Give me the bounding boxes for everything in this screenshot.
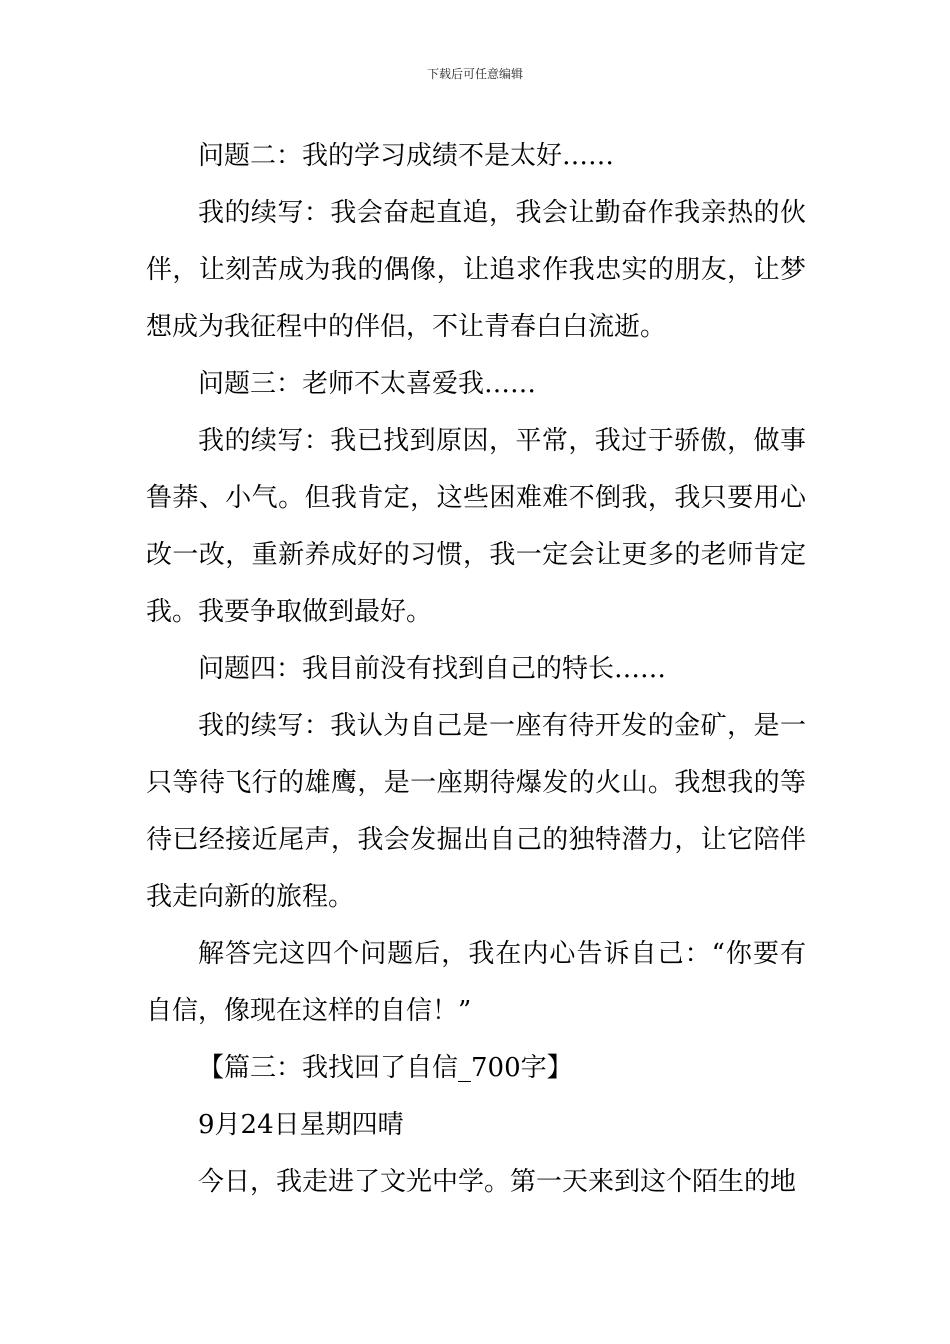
- paragraph-question-four: 问题四：我目前没有找到自己的特长……: [198, 654, 667, 684]
- body-text: [146, 128, 806, 1211]
- paragraph-question-two: 问题二：我的学习成绩不是太好……: [198, 141, 615, 171]
- paragraph-diary-start: 今日，我走进了文光中学。第一天来到这个陌生的地: [198, 1167, 797, 1197]
- paragraph-answer-three: 我的续写：我已找到原因，平常，我过于骄傲，做事鲁莽、小气。但我肯定，这些困难难不倒我，我只要用心改一改，重新养成好的习惯，我一定会让更多的老师肯定我。我要争取做到最好。: [146, 426, 806, 627]
- diary-date: 9月24日星期四晴: [198, 1110, 404, 1140]
- paragraph-answer-two: 我的续写：我会奋起直追，我会让勤奋作我亲热的伙伴，让刻苦成为我的偶像，让追求作我忠实的朋友，让梦想成为我征程中的伴侣，不让青春白白流逝。: [146, 198, 806, 342]
- page-header-note: 下载后可任意编辑: [426, 67, 523, 81]
- paragraph-answer-four: 我的续写：我认为自己是一座有待开发的金矿，是一只等待飞行的雄鹰，是一座期待爆发的火山。我想我的等待已经接近尾声，我会发掘出自己的独特潜力，让它陪伴我走向新的旅程。: [146, 711, 806, 912]
- paragraph-conclusion: 解答完这四个问题后，我在内心告诉自己：“你要有自信，像现在这样的自信！”: [146, 939, 806, 1026]
- section-heading: 【篇三：我找回了自信_700字】: [198, 1053, 573, 1083]
- paragraph-question-three: 问题三：老师不太喜爱我……: [198, 369, 537, 399]
